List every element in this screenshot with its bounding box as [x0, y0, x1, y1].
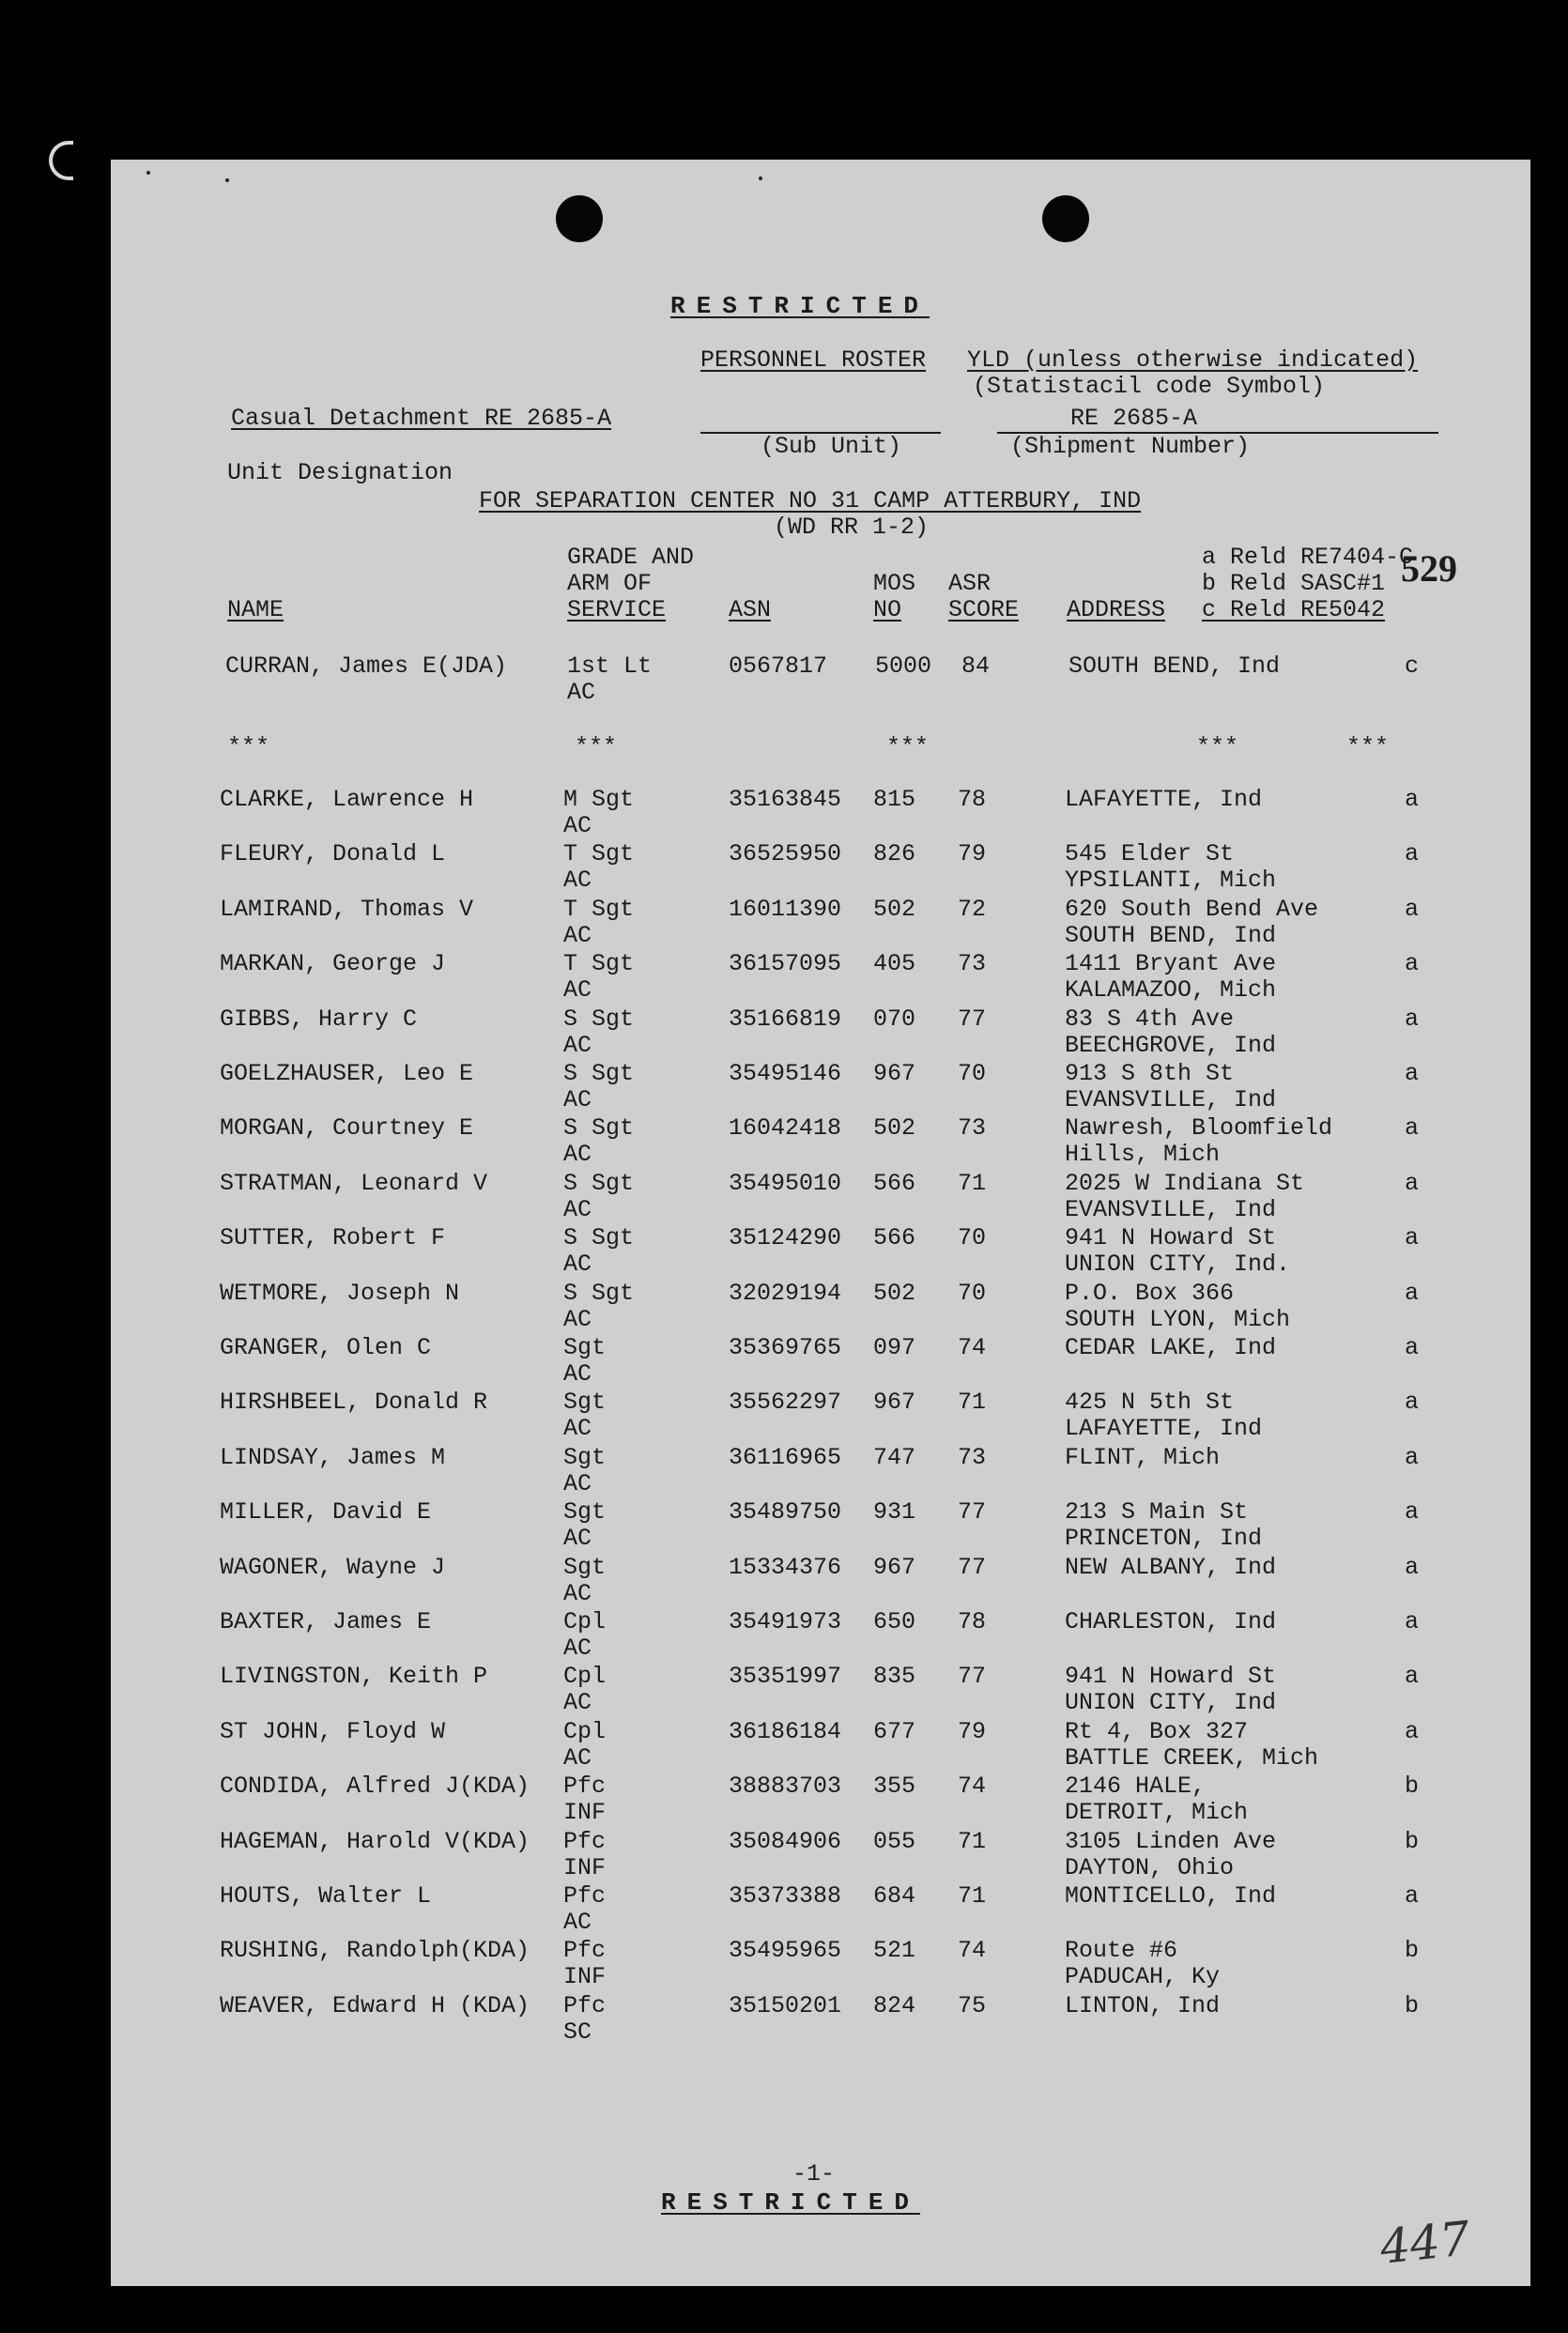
row-grade: Pfc: [563, 1991, 607, 2019]
roster-code: YLD (unless otherwise indicated): [967, 346, 1419, 374]
row-asn: 35495965: [729, 1937, 842, 1965]
row-asn: 35124290: [729, 1224, 842, 1252]
row-asr: 74: [958, 1773, 987, 1801]
row-asr: 70: [958, 1279, 987, 1307]
row-address-line2: DETROIT, Mich: [1065, 1799, 1249, 1827]
col-grade-line3: SERVICE: [567, 596, 667, 623]
row-asn: 15334376: [729, 1553, 842, 1581]
row-arm: INF: [563, 1853, 607, 1881]
table-row: [111, 1445, 1530, 1499]
row-grade: Sgt: [563, 1498, 607, 1527]
row-mos: 826: [873, 840, 916, 868]
row-reld-code: a: [1405, 1279, 1420, 1307]
row-mos: 502: [873, 1114, 916, 1143]
row-name: STRATMAN, Leonard V: [220, 1169, 488, 1197]
row-arm: AC: [563, 921, 592, 949]
shipment-number: RE 2685-A: [1070, 405, 1198, 432]
table-row: [111, 1281, 1530, 1335]
row-arm: AC: [563, 1579, 592, 1607]
row-asr: 79: [958, 840, 987, 868]
row-address-line2: KALAMAZOO, Mich: [1065, 976, 1277, 1005]
row-address-line2: BATTLE CREEK, Mich: [1065, 1743, 1319, 1772]
row-name: GIBBS, Harry C: [220, 1005, 418, 1033]
row-asr: 73: [958, 1443, 987, 1471]
row-address-line2: Hills, Mich: [1065, 1141, 1221, 1169]
sub-unit-caption: (Sub Unit): [761, 433, 902, 460]
row-asr: 72: [958, 895, 987, 923]
row-grade: Pfc: [563, 1773, 607, 1801]
table-row: [111, 653, 1530, 708]
row-arm: AC: [563, 1469, 592, 1497]
table-row: [111, 1664, 1530, 1718]
row-reld-code: c: [1405, 652, 1420, 680]
separator-mark: ***: [886, 733, 930, 760]
row-mos: 355: [873, 1773, 916, 1801]
row-asn: 0567817: [729, 652, 828, 680]
row-address-line1: 941 N Howard St: [1065, 1663, 1277, 1691]
roster-document: [111, 160, 1530, 2286]
row-mos: 650: [873, 1608, 916, 1635]
row-name: WEAVER, Edward H (KDA): [220, 1991, 530, 2019]
row-name: BAXTER, James E: [220, 1608, 432, 1635]
row-asn: 35495010: [729, 1169, 842, 1197]
table-row: [111, 1938, 1530, 1992]
punch-hole-right: [1042, 195, 1089, 242]
row-asr: 75: [958, 1991, 987, 2019]
col-asr-line2: SCORE: [948, 596, 1020, 623]
table-row: [111, 1061, 1530, 1115]
row-asn: 36116965: [729, 1443, 842, 1471]
row-asr: 78: [958, 786, 987, 813]
table-row: [111, 1883, 1530, 1938]
row-address-line2: PRINCETON, Ind: [1065, 1525, 1263, 1553]
row-asr: 73: [958, 1114, 987, 1143]
row-grade: Pfc: [563, 1827, 607, 1855]
col-mos-line1: MOS: [873, 570, 916, 597]
row-mos: 835: [873, 1663, 916, 1691]
row-address-line1: LINTON, Ind: [1065, 1991, 1221, 2019]
row-arm: AC: [563, 1525, 592, 1553]
row-mos: 747: [873, 1443, 916, 1471]
row-arm: AC: [563, 976, 592, 1005]
row-address-line1: 941 N Howard St: [1065, 1224, 1277, 1252]
row-address-line1: CEDAR LAKE, Ind: [1065, 1334, 1277, 1361]
row-reld-code: a: [1405, 1498, 1420, 1527]
col-name: NAME: [227, 596, 284, 623]
row-address-line1: 2025 W Indiana St: [1065, 1169, 1305, 1197]
row-asn: 35491973: [729, 1608, 842, 1635]
separator-mark: ***: [1196, 733, 1239, 760]
row-mos: 502: [873, 895, 916, 923]
row-grade: Pfc: [563, 1937, 607, 1965]
row-grade: Cpl: [563, 1608, 607, 1635]
row-reld-code: a: [1405, 1717, 1420, 1745]
row-name: MORGAN, Courtney E: [220, 1114, 474, 1143]
row-reld-code: a: [1405, 840, 1420, 868]
row-asn: 16042418: [729, 1114, 842, 1143]
row-address-line1: CHARLESTON, Ind: [1065, 1608, 1277, 1635]
row-address-line2: EVANSVILLE, Ind: [1065, 1086, 1277, 1113]
table-row: [111, 1335, 1530, 1389]
separation-center: FOR SEPARATION CENTER NO 31 CAMP ATTERBURY, IND: [479, 487, 1142, 514]
row-reld-code: a: [1405, 1334, 1420, 1361]
table-row: [111, 1115, 1530, 1170]
row-reld-code: a: [1405, 1114, 1420, 1143]
table-row: [111, 951, 1530, 1005]
row-asn: 32029194: [729, 1279, 842, 1307]
row-mos: 055: [873, 1827, 916, 1855]
row-arm: INF: [563, 1963, 607, 1991]
row-mos: 967: [873, 1553, 916, 1581]
row-mos: 824: [873, 1991, 916, 2019]
row-asn: 35373388: [729, 1882, 842, 1910]
row-reld-code: b: [1405, 1773, 1420, 1801]
shipment-caption: (Shipment Number): [1010, 433, 1251, 460]
row-asr: 71: [958, 1882, 987, 1910]
row-mos: 566: [873, 1224, 916, 1252]
row-arm: AC: [567, 679, 596, 706]
row-asn: 36186184: [729, 1717, 842, 1745]
row-asr: 78: [958, 1608, 987, 1635]
row-arm: SC: [563, 2018, 592, 2046]
row-address-line2: LAFAYETTE, Ind: [1065, 1415, 1263, 1443]
row-mos: 815: [873, 786, 916, 813]
row-asn: 38883703: [729, 1773, 842, 1801]
row-mos: 070: [873, 1005, 916, 1033]
separator-mark: ***: [227, 733, 270, 760]
row-grade: S Sgt: [563, 1060, 635, 1087]
row-address-line1: 545 Elder St: [1065, 840, 1235, 868]
row-asn: 16011390: [729, 895, 842, 923]
row-arm: AC: [563, 1909, 592, 1936]
row-arm: AC: [563, 1195, 592, 1223]
row-arm: AC: [563, 1743, 592, 1772]
row-address-line1: LAFAYETTE, Ind: [1065, 786, 1263, 813]
table-row: [111, 897, 1530, 951]
row-asr: 77: [958, 1663, 987, 1691]
row-name: SUTTER, Robert F: [220, 1224, 446, 1252]
row-asr: 74: [958, 1937, 987, 1965]
row-asn: 35166819: [729, 1005, 842, 1033]
row-asr: 71: [958, 1827, 987, 1855]
row-arm: AC: [563, 1141, 592, 1169]
row-address-line2: SOUTH BEND, Ind: [1065, 921, 1277, 949]
row-mos: 684: [873, 1882, 916, 1910]
row-arm: AC: [563, 812, 592, 839]
row-address-line2: YPSILANTI, Mich: [1065, 867, 1277, 895]
table-row: [111, 1773, 1530, 1828]
row-address-line1: 83 S 4th Ave: [1065, 1005, 1235, 1033]
row-address-line1: 2146 HALE,: [1065, 1773, 1207, 1801]
reld-c: c Reld RE5042: [1202, 596, 1386, 623]
row-address-line2: UNION CITY, Ind: [1065, 1689, 1277, 1717]
row-name: MARKAN, George J: [220, 950, 446, 978]
row-grade: Sgt: [563, 1443, 607, 1471]
row-reld-code: a: [1405, 1608, 1420, 1635]
row-arm: AC: [563, 1360, 592, 1388]
col-grade-line1: GRADE AND: [567, 544, 695, 571]
row-arm: AC: [563, 1689, 592, 1717]
row-address-line2: EVANSVILLE, Ind: [1065, 1195, 1277, 1223]
table-row: [111, 1006, 1530, 1061]
row-name: HAGEMAN, Harold V(KDA): [220, 1827, 530, 1855]
separator-mark: ***: [1346, 733, 1390, 760]
row-arm: AC: [563, 1415, 592, 1443]
row-address-line1: 3105 Linden Ave: [1065, 1827, 1277, 1855]
row-reld-code: b: [1405, 1827, 1420, 1855]
row-address-line1: 620 South Bend Ave: [1065, 895, 1319, 923]
table-row: [111, 1993, 1530, 2048]
row-address-line1: NEW ALBANY, Ind: [1065, 1553, 1277, 1581]
row-asr: 77: [958, 1553, 987, 1581]
row-reld-code: a: [1405, 1169, 1420, 1197]
row-reld-code: a: [1405, 895, 1420, 923]
row-grade: S Sgt: [563, 1005, 635, 1033]
row-asn: 35495146: [729, 1060, 842, 1087]
row-mos: 097: [873, 1334, 916, 1361]
row-mos: 967: [873, 1389, 916, 1417]
row-arm: INF: [563, 1799, 607, 1827]
row-name: MILLER, David E: [220, 1498, 432, 1527]
row-reld-code: a: [1405, 1224, 1420, 1252]
row-name: WETMORE, Joseph N: [220, 1279, 460, 1307]
row-arm: AC: [563, 1031, 592, 1059]
row-grade: Pfc: [563, 1882, 607, 1910]
table-row: [111, 1719, 1530, 1773]
row-reld-code: a: [1405, 1882, 1420, 1910]
col-asr-line1: ASR: [948, 570, 992, 597]
row-asr: 84: [961, 652, 991, 680]
row-address-line1: MONTICELLO, Ind: [1065, 1882, 1277, 1910]
row-arm: AC: [563, 867, 592, 895]
row-reld-code: b: [1405, 1991, 1420, 2019]
row-name: WAGONER, Wayne J: [220, 1553, 446, 1581]
row-name: LAMIRAND, Thomas V: [220, 895, 474, 923]
row-asn: 36157095: [729, 950, 842, 978]
film-edge-mark: [49, 141, 73, 180]
row-name: RUSHING, Randolph(KDA): [220, 1937, 530, 1965]
reld-b: b Reld SASC#1: [1202, 570, 1386, 597]
table-row: [111, 1389, 1530, 1444]
speck: [759, 177, 762, 180]
table-row: [111, 1499, 1530, 1554]
row-reld-code: a: [1405, 786, 1420, 813]
table-row: [111, 1609, 1530, 1664]
row-grade: S Sgt: [563, 1224, 635, 1252]
row-asr: 77: [958, 1005, 987, 1033]
row-reld-code: a: [1405, 950, 1420, 978]
col-address: ADDRESS: [1067, 596, 1166, 623]
row-reld-code: a: [1405, 1005, 1420, 1033]
row-asr: 77: [958, 1498, 987, 1527]
row-grade: S Sgt: [563, 1114, 635, 1143]
row-reld-code: a: [1405, 1663, 1420, 1691]
row-asn: 35489750: [729, 1498, 842, 1527]
row-name: LINDSAY, James M: [220, 1443, 446, 1471]
row-grade: Cpl: [563, 1663, 607, 1691]
row-asr: 71: [958, 1389, 987, 1417]
row-asr: 71: [958, 1169, 987, 1197]
table-row: [111, 1555, 1530, 1609]
roster-title: PERSONNEL ROSTER: [700, 346, 927, 374]
row-address-line1: 913 S 8th St: [1065, 1060, 1235, 1087]
row-address-line2: UNION CITY, Ind.: [1065, 1251, 1291, 1279]
row-address-line1: Nawresh, Bloomfield: [1065, 1114, 1333, 1143]
separator-mark: ***: [575, 733, 618, 760]
regulation: (WD RR 1-2): [774, 514, 930, 541]
row-address-line2: DAYTON, Ohio: [1065, 1853, 1235, 1881]
classification-bottom: RESTRICTED: [661, 2188, 921, 2217]
row-asn: 35351997: [729, 1663, 842, 1691]
row-name: GOELZHAUSER, Leo E: [220, 1060, 474, 1087]
table-row: [111, 787, 1530, 841]
row-address-line1: Rt 4, Box 327: [1065, 1717, 1249, 1745]
row-arm: AC: [563, 1305, 592, 1333]
row-mos: 677: [873, 1717, 916, 1745]
row-name: HIRSHBEEL, Donald R: [220, 1389, 488, 1417]
col-mos-line2: NO: [873, 596, 902, 623]
row-asr: 70: [958, 1224, 987, 1252]
row-asn: 35163845: [729, 786, 842, 813]
row-grade: Sgt: [563, 1389, 607, 1417]
row-grade: M Sgt: [563, 786, 635, 813]
row-grade: S Sgt: [563, 1169, 635, 1197]
table-row: [111, 1171, 1530, 1225]
stamp-number: 529: [1401, 547, 1457, 590]
row-mos: 405: [873, 950, 916, 978]
classification-top: RESTRICTED: [670, 292, 930, 320]
row-grade: T Sgt: [563, 840, 635, 868]
row-mos: 5000: [875, 652, 932, 680]
row-name: HOUTS, Walter L: [220, 1882, 432, 1910]
punch-hole-left: [556, 195, 603, 242]
row-mos: 967: [873, 1060, 916, 1087]
detachment: Casual Detachment RE 2685-A: [231, 405, 612, 432]
row-asn: 36525950: [729, 840, 842, 868]
row-asn: 35150201: [729, 1991, 842, 2019]
row-asr: 70: [958, 1060, 987, 1087]
row-name: GRANGER, Olen C: [220, 1334, 432, 1361]
row-asn: 35084906: [729, 1827, 842, 1855]
row-address-line1: FLINT, Mich: [1065, 1443, 1221, 1471]
row-reld-code: b: [1405, 1937, 1420, 1965]
row-mos: 931: [873, 1498, 916, 1527]
col-grade-line2: ARM OF: [567, 570, 653, 597]
row-reld-code: a: [1405, 1060, 1420, 1087]
row-address-line1: 213 S Main St: [1065, 1498, 1249, 1527]
table-row: [111, 1829, 1530, 1883]
row-grade: T Sgt: [563, 950, 635, 978]
row-name: LIVINGSTON, Keith P: [220, 1663, 488, 1691]
unit-designation-label: Unit Designation: [227, 459, 453, 486]
row-grade: 1st Lt: [567, 652, 653, 680]
speck: [225, 178, 229, 182]
row-reld-code: a: [1405, 1553, 1420, 1581]
row-name: CURRAN, James E(JDA): [225, 652, 508, 680]
col-asn: ASN: [729, 596, 772, 623]
row-reld-code: a: [1405, 1443, 1420, 1471]
row-name: CLARKE, Lawrence H: [220, 786, 474, 813]
row-reld-code: a: [1405, 1389, 1420, 1417]
row-address-line2: PADUCAH, Ky: [1065, 1963, 1221, 1991]
row-arm: AC: [563, 1251, 592, 1279]
row-asn: 35369765: [729, 1334, 842, 1361]
row-grade: Sgt: [563, 1553, 607, 1581]
row-mos: 521: [873, 1937, 916, 1965]
row-mos: 566: [873, 1169, 916, 1197]
row-arm: AC: [563, 1086, 592, 1113]
row-grade: T Sgt: [563, 895, 635, 923]
table-row: [111, 841, 1530, 896]
row-address-line2: SOUTH LYON, Mich: [1065, 1305, 1291, 1333]
row-mos: 502: [873, 1279, 916, 1307]
row-address-line1: SOUTH BEND, Ind: [1068, 652, 1281, 680]
row-asr: 74: [958, 1334, 987, 1361]
speck: [146, 171, 150, 175]
row-address-line1: P.O. Box 366: [1065, 1279, 1235, 1307]
row-asr: 79: [958, 1717, 987, 1745]
row-address-line1: 425 N 5th St: [1065, 1389, 1235, 1417]
row-name: FLEURY, Donald L: [220, 840, 446, 868]
row-name: CONDIDA, Alfred J(KDA): [220, 1773, 530, 1801]
handwritten-page-number: 447: [1377, 2211, 1473, 2275]
row-grade: Cpl: [563, 1717, 607, 1745]
row-asn: 35562297: [729, 1389, 842, 1417]
reld-a: a Reld RE7404-C: [1202, 544, 1414, 571]
row-grade: S Sgt: [563, 1279, 635, 1307]
row-asr: 73: [958, 950, 987, 978]
row-address-line1: Route #6: [1065, 1937, 1178, 1965]
row-address-line1: 1411 Bryant Ave: [1065, 950, 1277, 978]
row-address-line2: BEECHGROVE, Ind: [1065, 1031, 1277, 1059]
statistical-code-caption: (Statistacil code Symbol): [973, 373, 1326, 400]
table-row: [111, 1225, 1530, 1280]
row-arm: AC: [563, 1635, 592, 1662]
page-number: -1-: [792, 2160, 836, 2187]
row-name: ST JOHN, Floyd W: [220, 1717, 446, 1745]
row-grade: Sgt: [563, 1334, 607, 1361]
